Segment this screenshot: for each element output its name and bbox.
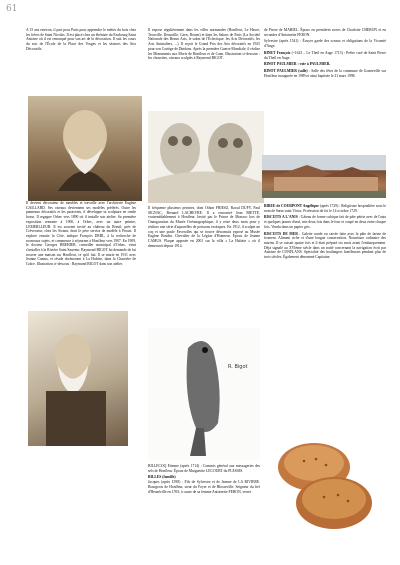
owls-sculpture-image [148,111,264,203]
col1-paragraph-1: A 15 ans environ, il part pour Paris pour apprendre le métier du bois chez les frères de Saint Nicolas. Il est placé chez un ébéniste du Faubourg Saint Antoine où il est remarqué pour son art de la décoration. Il suit les cours du soir de l'École de la Place des Vosges et les séances des Arts Décoratifs. [26,28,136,51]
eagle-signature: R. Bigot [228,364,248,370]
col3-biscuits-mer: BISCUITS DE MER : Galette ronde ou carrée faite avec la pâte de farine de froment. Aliment riche et d'une longue conservation. Nourriture ordinaire des marins. Il se cuisait quatre fois et il était préparé six mois avant l'embarquement. Déjà signalé au XVIème siècle dans un traité concernant la navigation écrit par Antoine de CONFLANS. Spécialité des boulangers honfleurais pendant plus de trois siècles. Également dénommé Capitaine. [264,231,386,260]
bigot-workshop-photo [28,311,128,446]
column-1-lower [26,201,136,269]
eagle-drawing-image [148,328,260,460]
col2-billecoq: BILLECOQ Etienne (après 1714) : Commis général aux messageries des sels de Honfleur. Époux de Marguerite LECOURT du PLESSIS. [148,464,260,473]
col3-binot-salle: BINOT PAULMIER (salle) : Salle des fêtes de la commune de Gonneville sur Honfleur inaugurée en 1989 et ainsi baptisée le 21 mars 1998. [264,68,387,78]
col3-biree: BIREE de COURPONT Angélique (après 1729) : Religieuse hospitalière sous le nom de Sœur saint Victor, Profession de foi le 14 octobre 1729. [264,204,387,213]
column-2-middle [148,206,260,250]
col3-biscuits-anis: BISCUITS A L'ANIS : Gâteau de forme cubique fait de pâte pétrie avec de l'anis et quelques jaunes d'œuf, mis deux fois dans le four et coupé en deux entre chaque fois. Vendu dans un papier gris. [264,215,386,229]
salle-des-fetes-photo [262,155,386,198]
column-1 [26,28,136,54]
page-number: 61 [6,4,18,14]
col3-sylvestre: Sylvestre (après 1541) : Écuyer garde des sceaux et obligations de la Vicomté d'Auge. [264,39,386,49]
bigot-portrait-photo [28,96,142,201]
biscuits-image [268,429,380,534]
col3-binot-paulmier: BINOT PAULMIER : voir à PAULMIER. [264,62,331,67]
col2-paragraph-1: Il expose régulièrement dans les villes normandes (Honfleur, Le Havre, Trouville, Deauville, Caen, Rouen) et dans les Salons de Paris (La Société Nationale des Beaux Arts, le salon de l'Éclectique, les Arts Décoratifs, les Arts Animaliers, ...). Il reçoit le Grand Prix des Arts décoratifs en 1925 pour son Cortège de Dindons. Après la première Guerre Mondiale, il réalise les Monuments aux Morts de Honfleur et de Caen. Illustration ci-dessous : les chouettes, oiseaux sculptés à Raymond BIGOT. [148,28,260,61]
column-3-lower [264,204,386,262]
column-3 [264,28,386,80]
col1-paragraph-2: Il devient décorateur de meubles et travaille avec l'architecte Eugène GAILLARD. Ses oiseaux deviennent ses modèles préférés. Outre les panneaux décoratifs et les paravents, il développe sa sculpture en ronde bosse. Il regagne Orbec vers 1890 où il installe son atelier. Sa première exposition remonte à 1900, à Orbec, avec un autre peintre, LEMERLLEUR. Il est souvent invité au château du Breuil, près de Crèvecœur, chez les Swann, dont le père servira de modèle à Proust. Il explore ensuite la Côte, indique François DEBL, à la recherche de nouveaux sujets, et commence à séjourner à Honfleur vers 1907. En 1909, le docteur Georges BREHIER, conseiller municipal d'Orbec, vient s'installer à la Rivière Saint Sauveur. Raymond BIGOT lui demande de lui trouver une maison sur Honfleur, ce qu'il fait. Il se marie en 1911 avec Jeanne Camus, et réside dorénavant à La Halotte, dans la Charrière de Grâce. Illustration ci-dessous : Raymond BIGOT dans son atelier. [26,201,136,267]
col2-billes-jacques: Jacques (après 1598) : Fils de Sylvestre et de Jeanne de LA RIVIERE. Bourgeois de Honfleur, sieur du Foyer et de Blosseville. Seigneur du fief d'Heuzéville en 1593, à cause de sa femme Antoinette FERON, veuve [148,480,260,494]
col2-billes-title: BILLES (famille) [148,475,176,480]
col3-paragraph-1: de Pierre de MABIEL. Époux en premières noces de Charlotte CHERON et en secondes d'Antoinette FERON. [264,28,386,37]
column-2 [148,28,260,63]
col3-binet: BINET François (~1623 – Le Theil en Auge 1713) : Prêtre curé de Saint Pierre du Theil en Auge. [264,50,387,60]
col2-paragraph-2: Il fréquente plusieurs peintres, dont Othon FRIESZ, Raoul DUFY, Paul SIGNAC, Bernard LACHEVRE. Il a rencontré Jean BIETTE, vraisemblablement à Honfleur. Invité par le Prince de Monaco lors de l'inauguration du Musée Océanographique, il y reste deux mois pour y réaliser une série d'aquarelles de poissons exotiques. En 1912, il sculpte un coq et une poule Faverolles qui se trouve désormais exposé au Musée Eugène Boudin. Chevalier de la Légion d'Honneur. Époux de Jeanne CAMUS. Plaque apposée en 2001 sur la villa « La Halotte » où il demeurait depuis 1914. [148,206,260,248]
column-2-lower [148,464,260,496]
